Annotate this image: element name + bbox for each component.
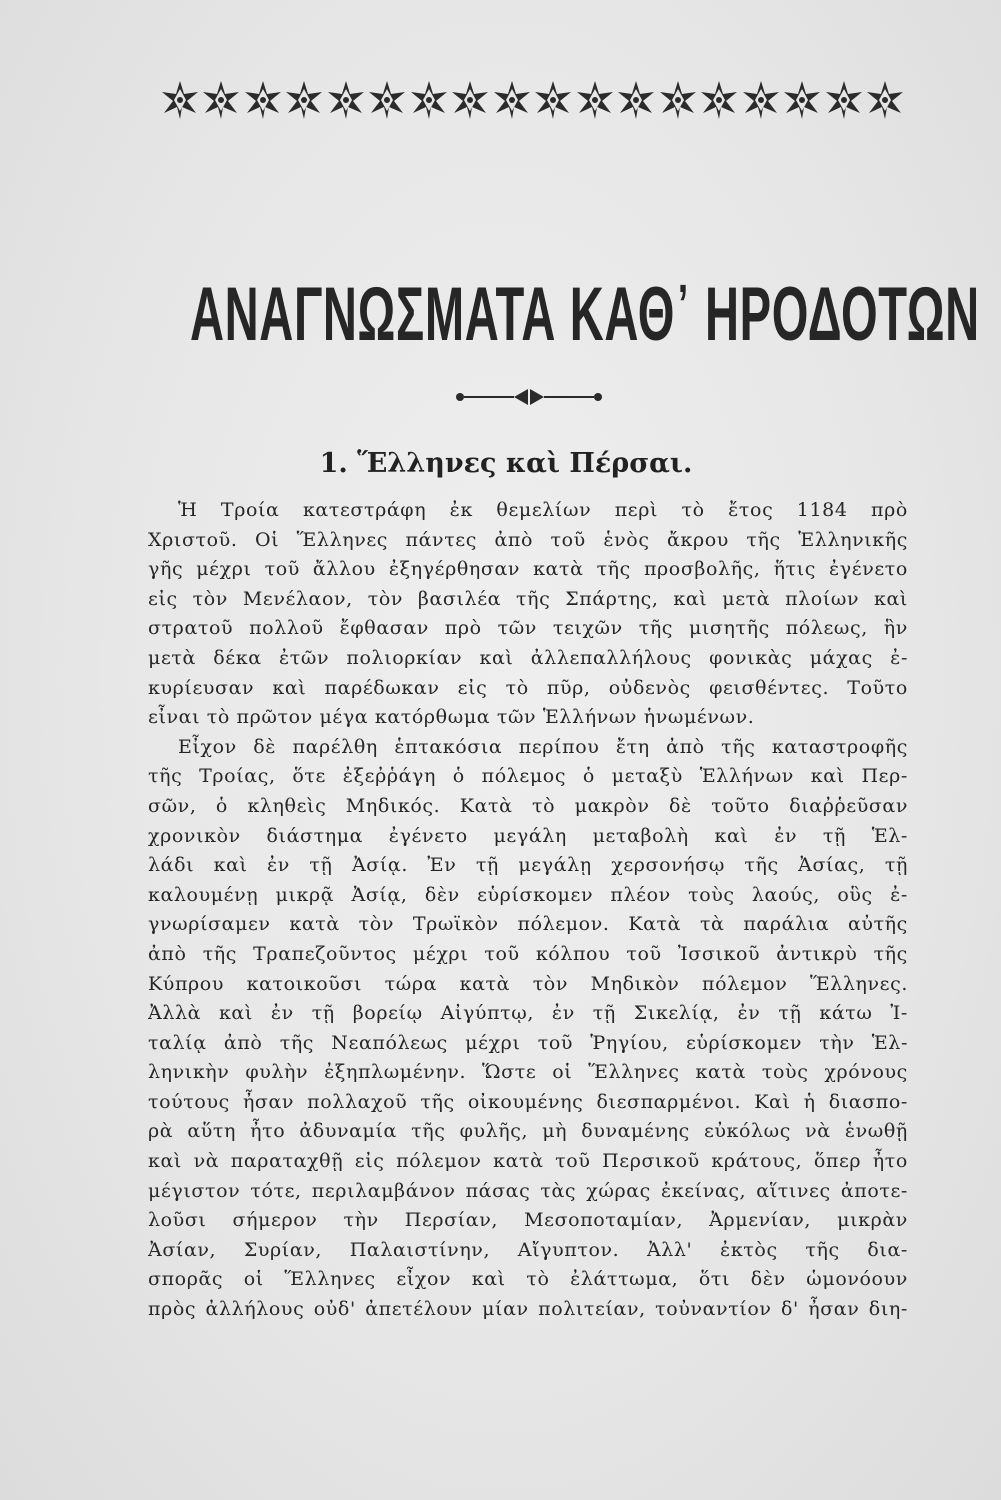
text-line: σπορᾶς οἱ Ἕλληνες εἶχον καὶ τὸ ἐλάττωμα, ὅτι δὲν ὡμονόουν [148, 1268, 908, 1291]
chapter-heading: 1. Ἕλληνες καὶ Πέρσαι. [319, 448, 693, 479]
text-line: εἶναι τὸ πρῶτον μέγα κατόρθωμα τῶν Ἑλλήνων ἡνωμένων. [148, 706, 755, 729]
text-line: τῆς Τροίας, ὅτε ἐξεῤῥάγη ὁ πόλεμος ὁ μεταξὺ Ἑλλήνων καὶ Περ- [148, 765, 908, 788]
text-line: πρὸς ἀλλήλους οὐδ' ἀπετέλουν μίαν πολιτείαν, τοὐναντίον δ' ἦσαν διη- [148, 1298, 908, 1321]
star-ornament-icon [699, 80, 739, 120]
ornament-band [160, 78, 905, 122]
star-ornament-icon [326, 80, 366, 120]
star-ornament-icon [575, 80, 615, 120]
text-line: ρὰ αὕτη ἦτο ἀδυναμία τῆς φυλῆς, μὴ δυναμένης εὐκόλως νὰ ἑνωθῇ [148, 1120, 908, 1143]
text-line: μετὰ δέκα ἐτῶν πολιορκίαν καὶ ἀλλεπαλλήλους φονικὰς μάχας ἐ- [148, 646, 908, 669]
text-line: εἰς τὸν Μενέλαον, τὸν βασιλέα τῆς Σπάρτης, καὶ μετὰ πλοίων καὶ [148, 587, 908, 610]
star-ornament-icon [243, 80, 283, 120]
star-ornament-icon [824, 80, 864, 120]
page-title: ΑΝΑΓΝΩΣΜΑΤΑ ΚΑΘ᾽ ΗΡΟΔΟΤΩΝ [190, 272, 980, 357]
text-line: μέγιστον τότε, περιλαμβάνον πάσας τὰς χώρας ἐκείνας, αἵτινες ἀποτε- [148, 1179, 908, 1202]
text-line: γνωρίσαμεν κατὰ τὸν Τρωϊκὸν πόλεμον. Κατὰ τὰ παράλια αὐτῆς [148, 913, 908, 936]
arrow-divider-icon [454, 386, 604, 408]
text-line: χρονικὸν διάστημα ἐγένετο μεγάλη μεταβολὴ καὶ ἐν τῇ Ἑλ- [148, 824, 908, 847]
text-line: Ἀσίαν, Συρίαν, Παλαιστίνην, Αἴγυπτον. Ἀλλ' ἐκτὸς τῆς δια- [148, 1238, 908, 1261]
text-line: τούτους ἦσαν πολλαχοῦ τῆς οἰκουμένης διεσπαρμένοι. Καὶ ἡ διασπο- [148, 1090, 908, 1113]
text-line: κυρίευσαν καὶ παρέδωκαν εἰς τὸ πῦρ, οὐδενὸς φεισθέντες. Τοῦτο [148, 676, 908, 699]
text-line: Χριστοῦ. Οἱ Ἕλληνες πάντες ἀπὸ τοῦ ἑνὸς ἄκρου τῆς Ἑλληνικῆς [148, 528, 908, 551]
star-ornament-icon [616, 80, 656, 120]
text-line: ταλίᾳ ἀπὸ τῆς Νεαπόλεως μέχρι τοῦ Ῥηγίου, εὑρίσκομεν τὴν Ἑλ- [148, 1031, 908, 1054]
text-line: Κύπρου κατοικοῦσι τώρα κατὰ τὸν Μηδικὸν πόλεμον Ἕλληνες. [148, 972, 908, 995]
star-ornament-icon [492, 80, 532, 120]
body-text [148, 496, 908, 1325]
star-ornament-icon [741, 80, 781, 120]
text-line: Εἶχον δὲ παρέλθη ἑπτακόσια περίπου ἔτη ἀπὸ τῆς καταστροφῆς [178, 735, 908, 758]
star-ornament-icon [367, 80, 407, 120]
star-ornament-icon [160, 80, 200, 120]
text-line: στρατοῦ πολλοῦ ἔφθασαν πρὸ τῶν τειχῶν τῆς μισητῆς πόλεως, ἣν [148, 617, 908, 640]
star-ornament-icon [533, 80, 573, 120]
text-line: Ἀλλὰ καὶ ἐν τῇ βορείῳ Αἰγύπτῳ, ἐν τῇ Σικελίᾳ, ἐν τῇ κάτω Ἰ- [148, 1002, 908, 1025]
star-ornament-icon [865, 80, 905, 120]
star-ornament-icon [450, 80, 490, 120]
text-line: καλουμένῃ μικρᾷ Ἀσίᾳ, δὲν εὑρίσκομεν πλέον τοὺς λαούς, οὓς ἐ- [148, 883, 908, 906]
text-line: λάδι καὶ ἐν τῇ Ἀσίᾳ. Ἐν τῇ μεγάλῃ χερσονήσῳ τῆς Ἀσίας, τῇ [148, 854, 908, 877]
text-line: ἀπὸ τῆς Τραπεζοῦντος μέχρι τοῦ κόλπου τοῦ Ἰσσικοῦ ἀντικρὺ τῆς [148, 942, 908, 965]
star-ornament-icon [658, 80, 698, 120]
text-line: Ἡ Τροία κατεστράφη ἐκ θεμελίων περὶ τὸ ἔτος 1184 πρὸ [178, 499, 908, 521]
text-line: σῶν, ὁ κληθεὶς Μηδικός. Κατὰ τὸ μακρὸν δὲ τοῦτο διαῤῥεῦσαν [148, 794, 908, 817]
text-line: ληνικὴν φυλὴν ἐξηπλωμένην. Ὥστε οἱ Ἕλληνες κατὰ τοὺς χρόνους [148, 1061, 908, 1084]
text-line: γῆς μέχρι τοῦ ἄλλου ἐξηγέρθησαν κατὰ τῆς προσβολῆς, ἥτις ἐγένετο [148, 558, 908, 581]
text-line: λοῦσι σήμερον τὴν Περσίαν, Μεσοποταμίαν, Ἀρμενίαν, μικρὰν [148, 1209, 908, 1232]
star-ornament-icon [284, 80, 324, 120]
star-ornament-icon [409, 80, 449, 120]
star-ornament-icon [782, 80, 822, 120]
star-ornament-icon [201, 80, 241, 120]
text-line: καὶ νὰ παραταχθῇ εἰς πόλεμον κατὰ τοῦ Περσικοῦ κράτους, ὅπερ ἦτο [148, 1150, 908, 1173]
